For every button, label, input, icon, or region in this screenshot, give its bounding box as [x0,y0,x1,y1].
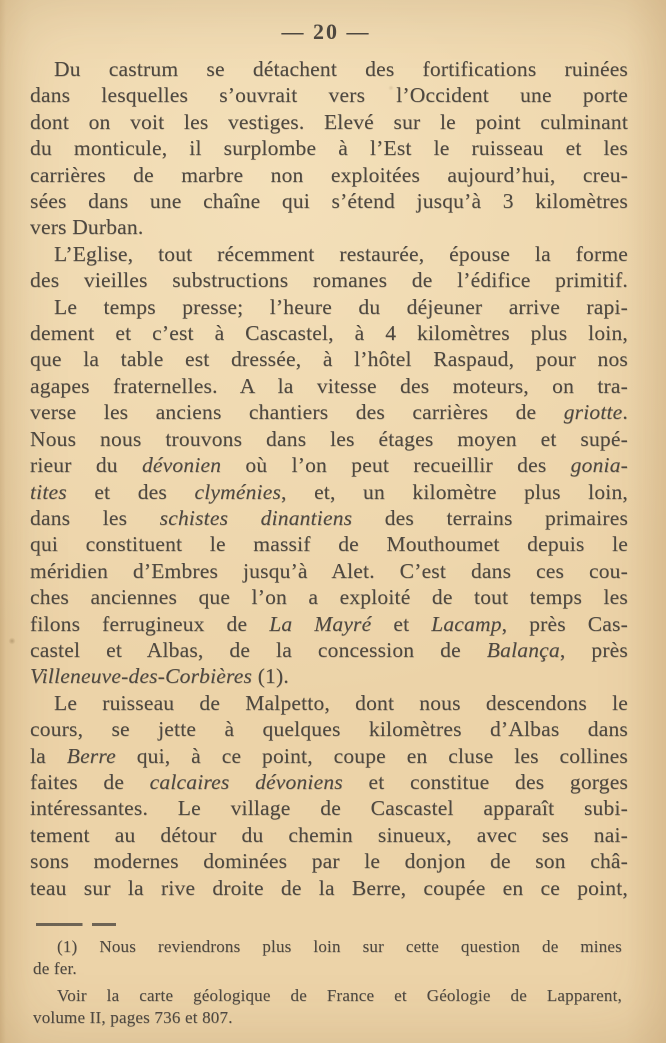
text-run: et constitue des gorges [342,769,629,794]
text-run: L’Eglise, tout récemment restaurée, épouse la forme [54,241,628,266]
text-run: Le temps presse; l’heure du déjeuner arrive rapi- [54,294,628,319]
footnote-text [33,936,622,1029]
text-line [30,452,628,478]
text-run: du monticule, il surplombe à l’Est le ruisseau et les [30,136,628,161]
text-run: teau sur la rive droite de la Berre, coupée en ce point, [30,875,628,900]
paragraph [33,936,622,980]
text-run: qui, à ce point, coupe en cluse les collines [115,743,628,768]
text-line [33,936,622,958]
text-line [30,373,628,399]
text-run: et [371,611,432,636]
italic-text-run: gonia- [570,453,629,478]
text-line [30,558,628,584]
text-run: intéressantes. Le village de Cascastel apparaît subi- [30,796,628,821]
text-run: vers Durban. [30,215,144,240]
text-line [30,56,628,82]
text-run: où l’on peut recueillir des [221,453,571,478]
text-run: agapes fraternelles. A la vitesse des moteurs, on tra- [30,373,628,398]
text-line [30,769,628,795]
text-line [30,320,628,346]
italic-text-run: dévonien [141,453,222,478]
text-line [30,109,628,135]
text-run: ches anciennes que l’on a exploité de tout temps les [30,585,628,610]
text-run: Nous nous trouvons dans les étages moyen et supé- [30,426,628,451]
text-line [30,241,628,267]
text-run: sons modernes dominées par le donjon de son châ- [30,849,628,874]
italic-text-run: La Mayré [269,611,372,636]
text-run: , près Cas- [501,611,628,636]
text-run: des terrains primaires [352,505,629,530]
text-line [30,584,628,610]
text-run: castel et Albas, de la concession de [30,637,487,662]
body-text [30,56,628,901]
text-run: et des [66,479,195,504]
page-number: — 20 — [281,19,371,44]
text-line [30,611,628,637]
italic-text-run: tites [30,479,67,504]
text-run: des vieilles substructions romanes de l’édifice primitif. [30,268,628,293]
text-run: . [622,400,628,425]
text-line [33,1007,622,1029]
text-run: Du castrum se détachent des fortifications ruinées [54,57,628,81]
text-line [30,795,628,821]
text-run: Le ruisseau de Malpetto, dont nous descendons le [54,690,628,715]
text-run: cours, se jette à quelques kilomètres d’Albas dans [30,717,628,742]
paragraph [30,690,628,901]
text-run: rieur du [30,453,142,478]
italic-text-run: Villeneuve-des-Corbières [30,664,253,689]
text-line [33,958,622,980]
text-line [30,82,628,108]
text-run: Voir la carte géologique de France et Géologie de Lapparent, [57,986,622,1005]
text-run: la [30,743,67,768]
text-line [30,399,628,425]
text-line [30,267,628,293]
text-line [30,214,628,240]
text-line [30,426,628,452]
text-line [30,690,628,716]
text-run: verse les anciens chantiers des carrières de [30,400,564,425]
text-line [30,716,628,742]
paragraph [30,294,628,690]
text-line [30,531,628,557]
text-line [30,637,628,663]
text-line [30,346,628,372]
text-line [30,875,628,901]
text-line [30,188,628,214]
text-run: dement et c’est à Cascastel, à 4 kilomètres plus loin, [30,321,628,346]
paragraph [30,241,628,294]
italic-text-run: clyménies [194,479,282,504]
text-line [30,294,628,320]
text-line [30,848,628,874]
text-run: sées dans une chaîne qui s’étend jusqu’à 3 kilomètres [30,189,628,214]
text-run: filons ferrugineux de [30,611,270,636]
text-run: (1). [252,664,289,689]
italic-text-run: calcaires dévoniens [149,769,343,794]
text-line [30,743,628,769]
text-run: , près [559,637,628,662]
text-run: faites de [30,769,150,794]
text-line [30,505,628,531]
paragraph [33,985,622,1029]
text-run: , et, un kilomètre plus loin, [281,479,628,504]
text-run: (1) Nous reviendrons plus loin sur cette question de mines [57,937,622,956]
text-line [33,985,622,1007]
text-run: méridien d’Embres jusqu’à Alet. C’est dans ces cou- [30,558,628,583]
text-run: dont on voit les vestiges. Elevé sur le point culminant [30,109,628,134]
text-line [30,663,628,689]
paragraph [30,56,628,241]
italic-text-run: Berre [66,743,116,768]
footnote-separator [36,923,116,926]
text-run: volume II, pages 736 et 807. [33,1008,233,1027]
text-run: dans lesquelles s’ouvrait vers l’Occident une porte [30,83,628,108]
text-run: tement au détour du chemin sinueux, avec ses nai- [30,822,628,847]
italic-text-run: Balança [486,637,560,662]
text-run: que la table est dressée, à l’hôtel Raspaud, pour nos [30,347,628,372]
text-line [30,479,628,505]
text-line [30,822,628,848]
italic-text-run: griotte [563,400,623,425]
italic-text-run: schistes dinantiens [159,505,353,530]
text-line [30,135,628,161]
text-run: de fer. [33,959,77,978]
text-run: carrières de marbre non exploitées aujourd’hui, creu- [30,162,628,187]
text-run: dans les [30,505,160,530]
italic-text-run: Lacamp [431,611,502,636]
text-run: qui constituent le massif de Mouthoumet depuis le [30,532,628,557]
text-line [30,162,628,188]
